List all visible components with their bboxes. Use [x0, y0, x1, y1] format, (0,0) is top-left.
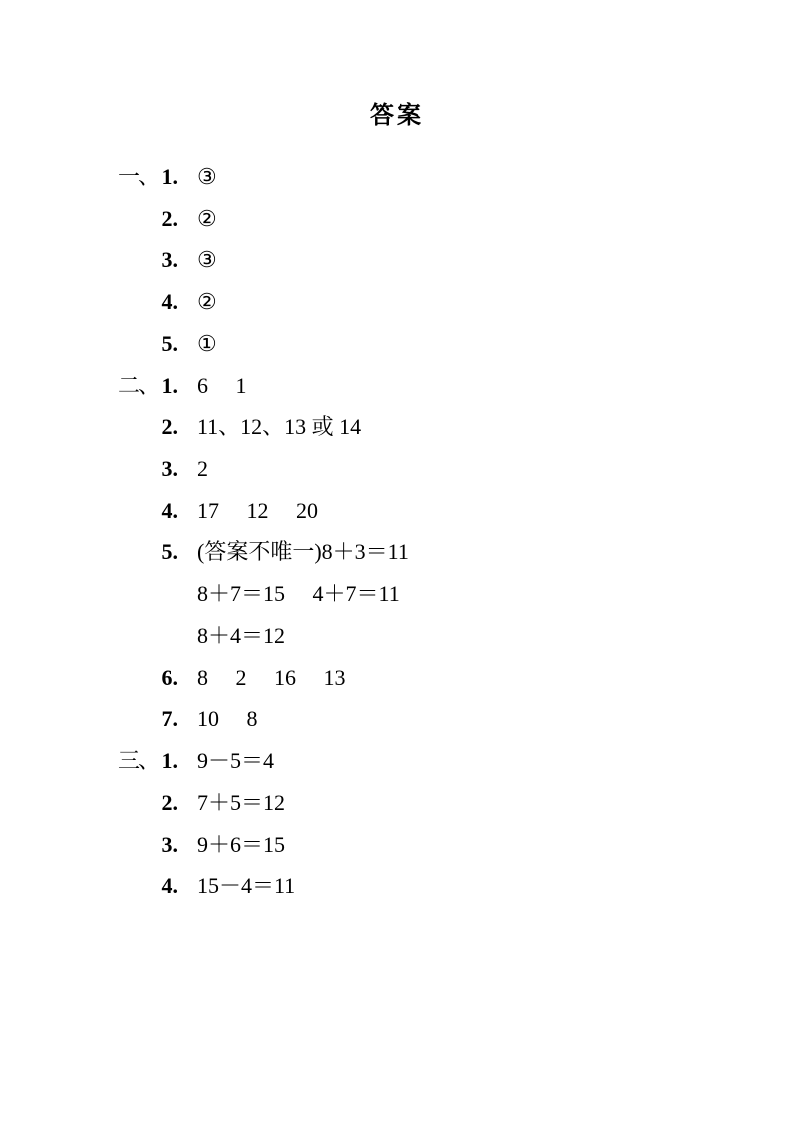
answer-part: 9－5＝4 — [197, 748, 275, 774]
answer-part: 15－4＝11 — [197, 873, 296, 899]
answer-part: 8 — [197, 664, 208, 690]
answer-row — [0, 740, 794, 782]
answer-part: (答案不唯一)8＋3＝11 — [197, 539, 409, 565]
answer-row — [0, 198, 794, 240]
answer-part: 8＋4＝12 — [197, 622, 286, 648]
item-number: 7. — [161, 706, 178, 732]
answer-part: 8 — [246, 706, 258, 732]
answer-row — [0, 490, 794, 532]
item-number: 2. — [161, 205, 178, 231]
answer-row — [0, 239, 794, 281]
answer-row — [0, 657, 794, 699]
answer-part: 10 — [197, 706, 219, 732]
answer-part: 16 — [274, 664, 296, 690]
answer-part: 6 — [197, 372, 208, 398]
answer-row — [0, 782, 794, 824]
answer-row — [0, 824, 794, 866]
item-number: 4. — [161, 289, 178, 315]
answer-part: 1 — [235, 372, 247, 398]
item-number: 3. — [161, 247, 178, 273]
answer-row — [0, 531, 794, 573]
answer-part: 9＋6＝15 — [197, 831, 286, 857]
item-number: 3. — [161, 831, 178, 857]
page-title: 答案 — [370, 102, 424, 129]
answer-part: ② — [197, 289, 217, 315]
answer-part: 4＋7＝11 — [312, 581, 400, 607]
answer-row — [0, 281, 794, 323]
answer-part: 11、12、13 或 14 — [197, 414, 362, 440]
answer-part: ③ — [197, 164, 217, 189]
answer-part: ③ — [197, 247, 217, 273]
answer-row — [0, 573, 794, 615]
item-number: 1. — [161, 748, 178, 774]
answer-row — [0, 365, 794, 407]
answer-row — [0, 865, 794, 907]
answer-part: 20 — [296, 497, 318, 523]
section-marker: 一、 — [118, 164, 159, 189]
answer-part: ① — [197, 330, 217, 356]
answer-part: 2 — [197, 456, 208, 482]
item-number: 6. — [161, 664, 178, 690]
answer-row — [0, 323, 794, 365]
item-number: 5. — [161, 539, 178, 565]
item-number: 2. — [161, 414, 178, 440]
item-number: 4. — [161, 873, 178, 899]
answer-part: ② — [197, 205, 217, 231]
answer-row — [0, 156, 794, 198]
answer-part: 2 — [235, 664, 247, 690]
answer-part: 12 — [246, 497, 269, 523]
section-marker: 三、 — [118, 748, 159, 774]
answer-part: 8＋7＝15 — [197, 581, 286, 607]
answer-row — [0, 448, 794, 490]
answer-part: 7＋5＝12 — [197, 789, 286, 815]
item-number: 5. — [161, 330, 178, 356]
answer-row — [0, 615, 794, 657]
answer-row — [0, 698, 794, 740]
answer-list — [0, 156, 794, 907]
item-number: 1. — [161, 372, 178, 398]
answer-part: 13 — [323, 664, 346, 690]
item-number: 2. — [161, 789, 178, 815]
answer-part: 17 — [197, 497, 219, 523]
section-marker: 二、 — [118, 372, 159, 398]
answer-row — [0, 406, 794, 448]
item-number: 1. — [161, 164, 178, 189]
item-number: 4. — [161, 497, 178, 523]
item-number: 3. — [161, 456, 178, 482]
